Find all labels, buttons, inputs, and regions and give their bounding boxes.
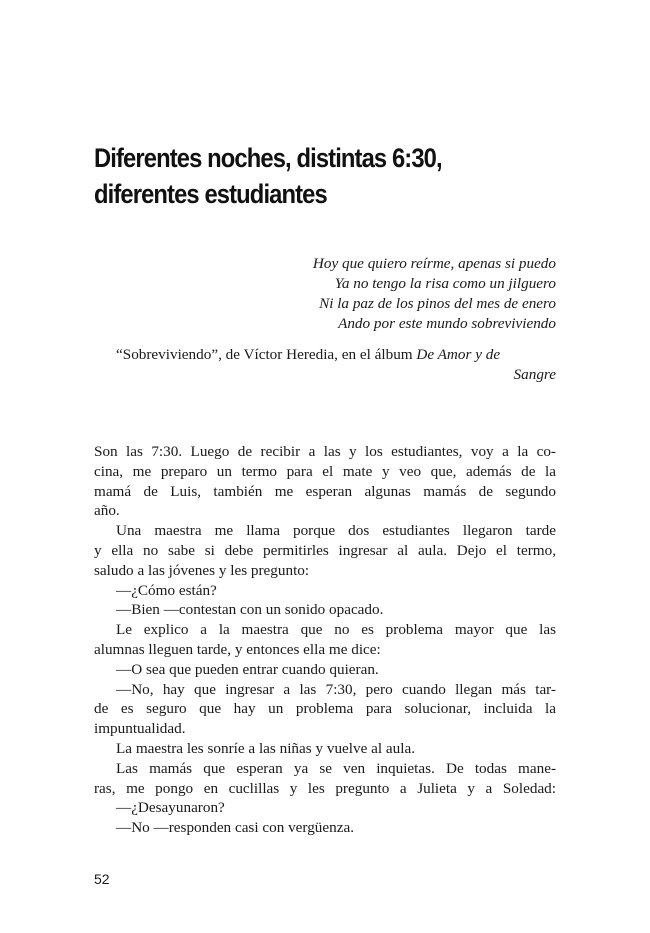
body-line: ras, me pongo en cuclillas y les pregunto a Julieta y a Soledad: [94,779,556,797]
body-line: impuntualidad. [94,720,186,738]
epigraph-attribution [116,345,556,385]
body-line: —No, hay que ingresar a las 7:30, pero cuando llegan más tar- [116,680,556,698]
body-line: cina, me preparo un termo para el mate y veo que, además de la [94,462,556,480]
body-line: Son las 7:30. Luego de recibir a las y los estudiantes, voy a la co- [94,443,556,460]
epigraph-line-1: Hoy que quiero reírme, apenas si puedo [312,255,556,272]
body-line: mamá de Luis, también me esperan algunas mamás de segundo [94,482,556,500]
body-line: y ella no sabe si debe permitirles ingresar al aula. Dejo el termo, [94,541,556,559]
body-line: Le explico a la maestra que no es problema mayor que las [116,621,556,639]
body-text [94,442,556,838]
page-number: 52 [94,871,110,887]
body-line: —¿Cómo están? [116,581,217,599]
epigraph [156,254,556,334]
epigraph-line-2: Ya no tengo la risa como un jilguero [334,275,556,292]
album-title-part-2: Sangre [513,366,556,383]
body-line: —Bien —contestan con un sonido opacado. [116,601,384,619]
epigraph-line-4: Ando por este mundo sobreviviendo [338,315,556,332]
attribution-line-1 [116,345,556,365]
epigraph-line-3: Ni la paz de los pinos del mes de enero [319,295,556,312]
body-line: año. [94,502,120,520]
chapter-title [94,140,508,212]
body-line: alumnas lleguen tarde, y entonces ella me dice: [94,640,381,658]
body-line: Las mamás que esperan ya se ven inquietas. De todas mane- [116,759,556,777]
attribution-prefix: “Sobreviviendo”, de Víctor Heredia, en el álbum [116,346,413,363]
body-line: saludo a las jóvenes y les pregunto: [94,561,310,579]
attribution-line-2 [116,365,556,385]
body-line: La maestra les sonríe a las niñas y vuelve al aula. [116,739,415,757]
body-line: —¿Desayunaron? [116,799,225,817]
body-line: Una maestra me llama porque dos estudiantes llegaron tarde [116,522,556,540]
chapter-title-line-2: diferentes estudiantes [94,179,327,209]
body-line: —O sea que pueden entrar cuando quieran. [116,660,379,678]
body-line: de es seguro que hay un problema para solucionar, incluida la [94,700,556,718]
chapter-title-line-1: Diferentes noches, distintas 6:30, [94,143,442,173]
body-line: —No —responden casi con vergüenza. [116,819,355,837]
album-title-part-1: De Amor y de [416,346,501,363]
